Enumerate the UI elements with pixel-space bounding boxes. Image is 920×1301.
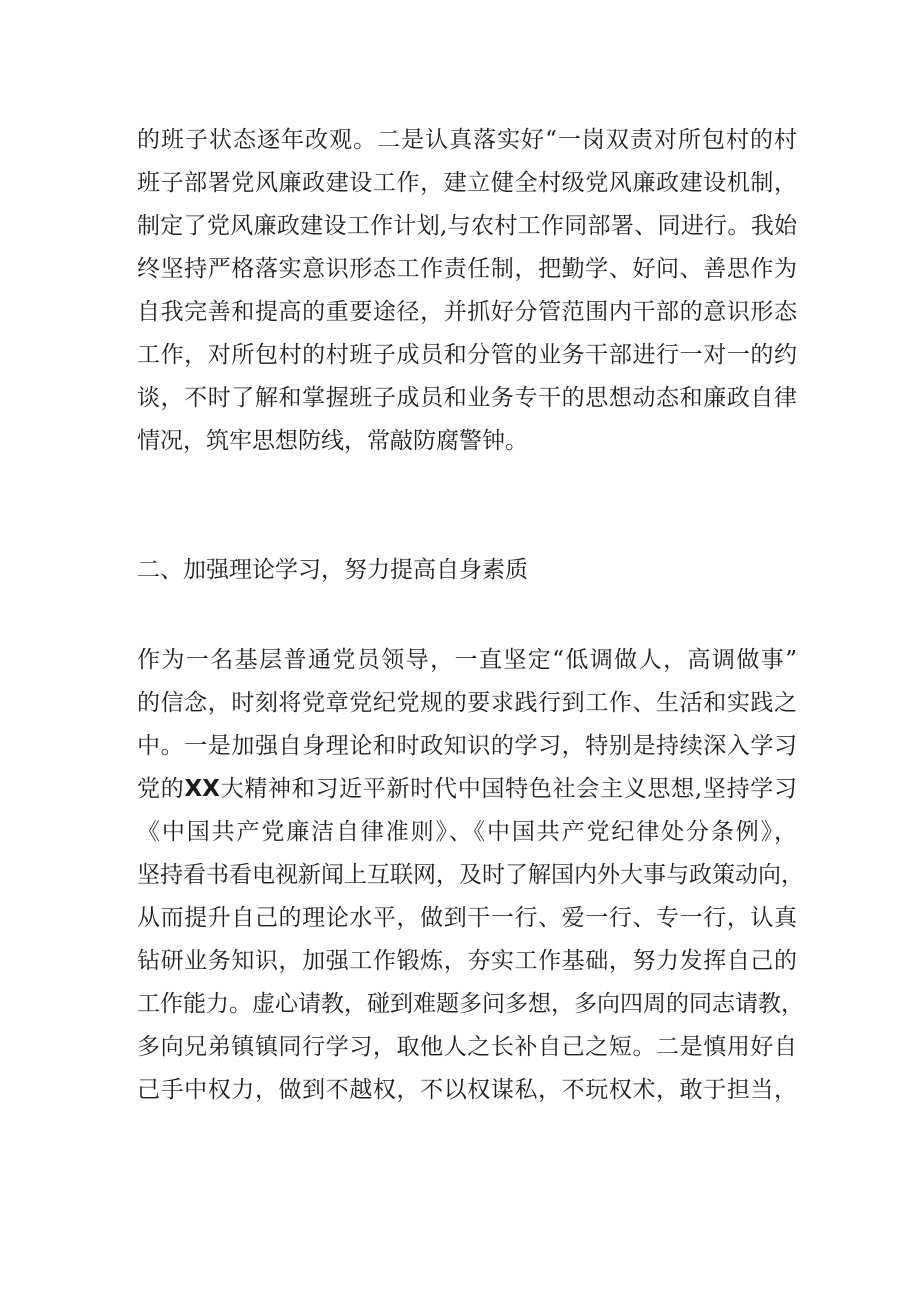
paragraph-2-line-7: 从而提升自己的理论水平，做到干一行、爱一行、专一行，认真 (137, 905, 797, 931)
paragraph-2-line-3: 中。一是加强自身理论和时政知识的学习，特别是持续深入学习 (137, 733, 797, 759)
paragraph-2-line-6: 坚持看书看电视新闻上互联网，及时了解国内外大事与政策动向， (137, 862, 804, 888)
paragraph-1-line-2: 班子部署党风廉政建设工作，建立健全村级党风廉政建设机制， (137, 170, 797, 196)
paragraph-2-line-4 (137, 774, 797, 804)
paragraph-1-line-4: 终坚持严格落实意识形态工作责任制，把勤学、好问、善思作为 (137, 256, 797, 282)
paragraph-1-line-6: 工作，对所包村的村班子成员和分管的业务干部进行一对一的约 (137, 342, 797, 368)
paragraph-1-line-7: 谈，不时了解和掌握班子成员和业务专干的思想动态和廉政自律 (137, 385, 797, 411)
paragraph-2-line-4-after: 大精神和习近平新时代中国特色社会主义思想,坚持学习 (219, 776, 798, 802)
paragraph-2-line-11: 己手中权力，做到不越权，不以权谋私，不玩权术，敢于担当， (137, 1077, 797, 1103)
paragraph-2-line-8: 钻研业务知识，加强工作锻炼，夯实工作基础，努力发挥自己的 (137, 948, 797, 974)
paragraph-2-line-1: 作为一名基层普通党员领导，一直坚定“低调做人，高调做事” (137, 647, 797, 673)
paragraph-1-line-5: 自我完善和提高的重要途径，并抓好分管范围内干部的意识形态 (137, 299, 797, 325)
section-heading: 二、加强理论学习，努力提高自身素质 (137, 557, 528, 583)
paragraph-2-line-5: 《中国共产党廉洁自律准则》、《中国共产党纪律处分条例》， (137, 819, 797, 845)
paragraph-2-line-4-bold: XX (184, 776, 220, 802)
paragraph-2-line-9: 工作能力。虚心请教，碰到难题多问多想，多向四周的同志请教， (137, 991, 804, 1017)
paragraph-2-line-4-before: 党的 (137, 776, 185, 802)
paragraph-1-line-3: 制定了党风廉政建设工作计划,与农村工作同部署、同进行。我始 (137, 213, 797, 239)
paragraph-1-line-1: 的班子状态逐年改观。二是认真落实好“一岗双责对所包村的村 (137, 127, 797, 153)
paragraph-2-line-10: 多向兄弟镇镇同行学习，取他人之长补自己之短。二是慎用好自 (137, 1034, 797, 1060)
paragraph-1-line-8: 情况，筑牢思想防线，常敲防腐警钟。 (137, 428, 528, 454)
paragraph-2-line-2: 的信念，时刻将党章党纪党规的要求践行到工作、生活和实践之 (137, 690, 797, 716)
